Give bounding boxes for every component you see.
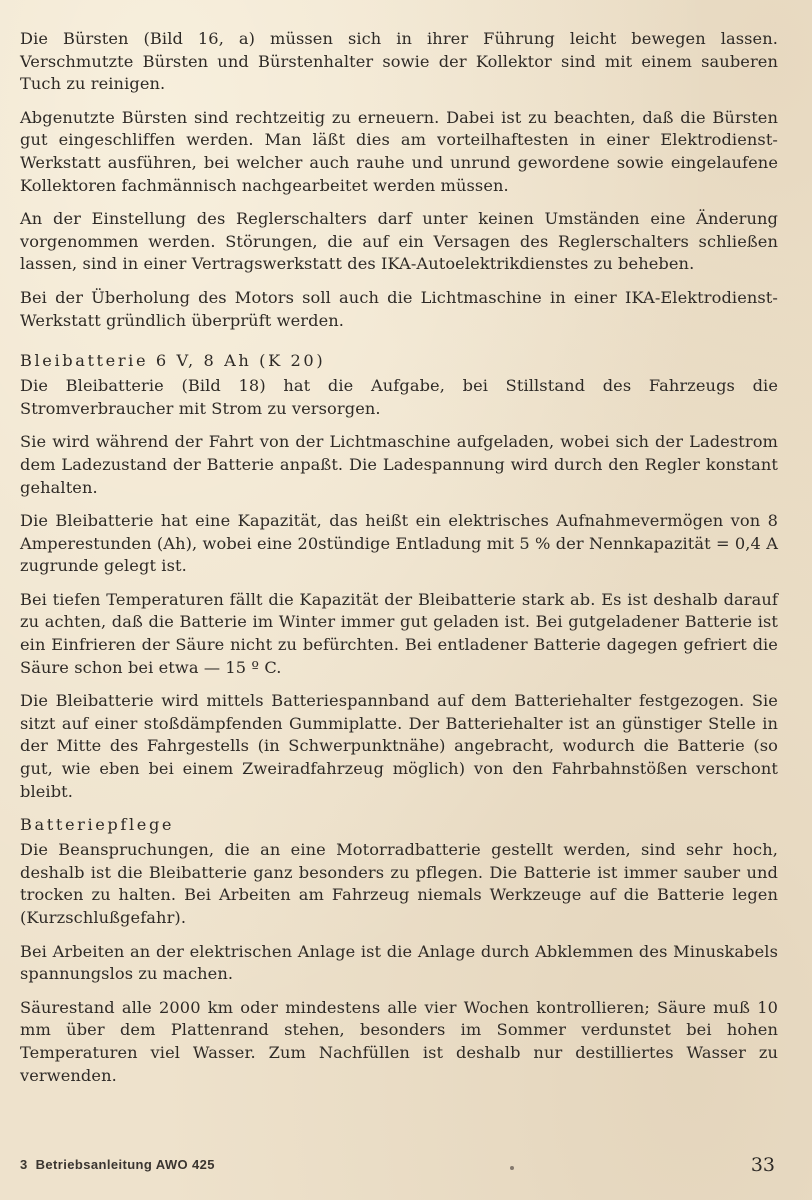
paragraph-battery-capacity: Die Bleibatterie hat eine Kapazität, das heißt ein elektrisches Aufnahmevermögen von 8 Amperestunden (Ah), wobei eine 20stündige Entladung mit 5 % der Nennkapazität = 0,4 A zugrunde gelegt ist. [20, 511, 778, 576]
page-number: 33 [750, 1154, 775, 1176]
section-heading-battery-care: Batteriepflege [20, 815, 175, 835]
paragraph-battery-charging: Sie wird während der Fahrt von der Lichtmaschine aufgeladen, wobei sich der Ladestrom dem Ladezustand der Batterie anpaßt. Die Ladespannung wird durch den Regler konstant gehalten. [20, 432, 778, 497]
page-footer [20, 1154, 775, 1178]
paragraph-brush-replacement: Abgenutzte Bürsten sind rechtzeitig zu erneuern. Dabei ist zu beachten, daß die Bürsten gut eingeschliffen werden. Man läßt dies am vorteilhaftesten in einer Elektrodienst-Werkstatt ausführen, bei welcher auch rauhe und unrund gewordene sowie eingelaufene Kollektoren fachmännisch nachgearbeitet werden müssen. [20, 107, 778, 195]
paragraph-care-acid-level: Säurestand alle 2000 km oder mindestens alle vier Wochen kontrollieren; Säure muß 10 mm über dem Plattenrand stehen, besonders im Sommer verdunstet bei hohen Temperaturen viel Wasser. Zum Nachfüllen ist deshalb nur destilliertes Wasser zu verwenden. [20, 997, 778, 1085]
print-speck [510, 1166, 514, 1170]
paragraph-battery-temperature: Bei tiefen Temperaturen fällt die Kapazität der Bleibatterie stark ab. Es ist deshalb darauf zu achten, daß die Batterie im Winter immer gut geladen ist. Bei gutgeladener Batterie ist ein Einfrieren der Säure nicht zu befürchten. Bei entladener Batterie dagegen gefriert die Säure schon bei etwa — 15 º C. [20, 589, 778, 677]
page-content [20, 28, 778, 1098]
paragraph-regulator: An der Einstellung des Reglerschalters darf unter keinen Umständen eine Änderung vorgenommen werden. Störungen, die auf ein Versagen des Reglerschalters schließen lassen, sind in einer Vertragswerkstatt des IKA-Autoelektrikdienstes zu beheben. [20, 209, 778, 274]
paragraph-battery-mounting: Die Bleibatterie wird mittels Batteriespannband auf dem Batteriehalter festgezogen. Sie sitzt auf einer stoßdämpfenden Gummiplatte. Der Batteriehalter ist an günstiger Stelle in der Mitte des Fahrgestells (in Schwerpunktnähe) angebracht, wodurch die Batterie (so gut, wie eben bei einem Zweiradfahrzeug möglich) von den Fahrbahnstößen verschont bleibt. [20, 691, 778, 801]
footer-title: Betriebsanleitung AWO 425 [35, 1157, 215, 1172]
paragraph-overhaul: Bei der Überholung des Motors soll auch die Lichtmaschine in einer IKA-Elektrodienst-Werkstatt gründlich überprüft werden. [20, 287, 778, 330]
paragraph-care-general: Die Beanspruchungen, die an eine Motorradbatterie gestellt werden, sind sehr hoch, deshalb ist die Bleibatterie ganz besonders zu pflegen. Die Batterie ist immer sauber und trocken zu halten. Bei Arbeiten am Fahrzeug niemals Werkzeuge auf die Batterie legen (Kurzschlußgefahr). [20, 840, 778, 927]
footer-signature-mark: 3 [20, 1157, 28, 1172]
paragraph-brushes: Die Bürsten (Bild 16, a) müssen sich in ihrer Führung leicht bewegen lassen. Verschmutzte Bürsten und Bürstenhalter sowie der Kollektor sind mit einem sauberen Tuch zu reinigen. [20, 29, 778, 94]
section-heading-battery: Bleibatterie 6 V, 8 Ah (K 20) [20, 351, 326, 371]
paragraph-battery-purpose: Die Bleibatterie (Bild 18) hat die Aufgabe, bei Stillstand des Fahrzeugs die Stromverbraucher mit Strom zu versorgen. [20, 376, 778, 418]
footer-imprint [20, 1157, 215, 1172]
paragraph-care-disconnect: Bei Arbeiten an der elektrischen Anlage ist die Anlage durch Abklemmen des Minuskabels spannungslos zu machen. [20, 941, 778, 984]
